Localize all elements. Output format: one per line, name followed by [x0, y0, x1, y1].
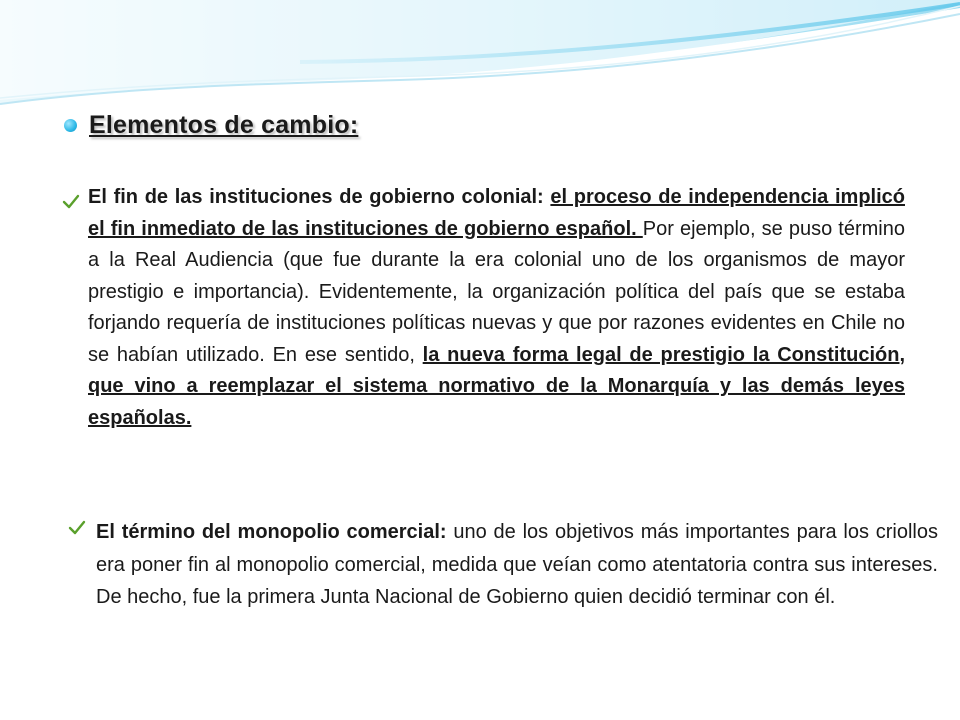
slide-heading: Elementos de cambio:: [89, 111, 359, 139]
text-segment: El fin de las instituciones de gobierno colonial:: [88, 186, 551, 208]
text-segment: uno de los objetivos más importantes para los criollos era poner fin al monopolio comercial, medida que veían como atentatoria contra sus intereses. De hecho, fue la primera Junta Nacional de Gobierno quien decidió terminar con él.: [96, 521, 938, 608]
round-bullet-icon: [64, 119, 77, 132]
text-segment: El término del monopolio comercial:: [96, 521, 447, 543]
paragraph-institutions: [88, 182, 905, 434]
checkmark-icon: [62, 193, 80, 211]
heading-row: [64, 111, 358, 140]
text-segment: Por ejemplo, se puso término a la Real Audiencia (que fue durante la era colonial uno de los organismos de mayor prestigio e importancia). Evidentemente, la organización política del país que se estaba forjando requería de instituciones políticas nuevas y que por razones evidentes en Chile no se habían utilizado. En ese sentido,: [88, 217, 905, 366]
paragraph-commercial-monopoly: [96, 516, 938, 614]
checkmark-icon: [68, 519, 86, 537]
text-segment: la nueva forma legal de prestigio la Constitución, que vino a reemplazar el sistema normativo de la Monarquía y las demás leyes españolas.: [88, 343, 905, 429]
text-segment: el proceso de independencia implicó el fin inmediato de las instituciones de gobierno español.: [88, 186, 905, 240]
